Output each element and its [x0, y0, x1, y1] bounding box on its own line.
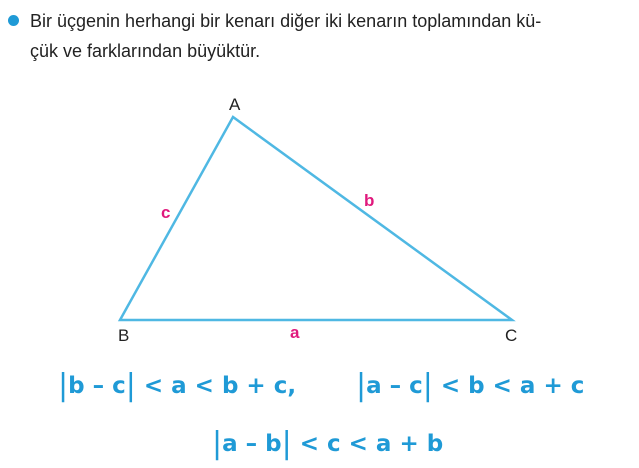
vertex-label-b: B	[118, 326, 130, 345]
abs-bar-left: |	[212, 426, 223, 461]
abs-bar-right: |	[281, 426, 292, 461]
triangle-shape	[120, 117, 512, 320]
vertex-label-a: A	[229, 95, 241, 114]
abs-bar-right: |	[422, 368, 433, 403]
rule-line-2: çük ve farklarından büyüktür.	[30, 41, 261, 61]
rule-line-1: Bir üçgenin herhangi bir kenarı diğer iki kenarın toplamından kü-	[30, 11, 542, 31]
side-label-a: a	[290, 323, 300, 342]
abs-expression: a – c	[366, 373, 423, 399]
inequality-rest: < a < b + c,	[143, 373, 297, 399]
inequality-2	[356, 366, 584, 401]
inequality-3	[212, 424, 443, 459]
side-label-c: c	[161, 203, 171, 222]
inequality-rest: < b < a + c	[440, 373, 585, 399]
inequality-1	[58, 366, 296, 401]
abs-bar-left: |	[356, 368, 367, 403]
abs-bar-left: |	[58, 368, 69, 403]
abs-expression: b – c	[68, 373, 126, 399]
side-label-b: b	[364, 191, 375, 210]
inequality-rest: < c < a + b	[299, 431, 444, 457]
abs-expression: a – b	[222, 431, 282, 457]
vertex-label-c: C	[505, 326, 518, 345]
abs-bar-right: |	[125, 368, 136, 403]
